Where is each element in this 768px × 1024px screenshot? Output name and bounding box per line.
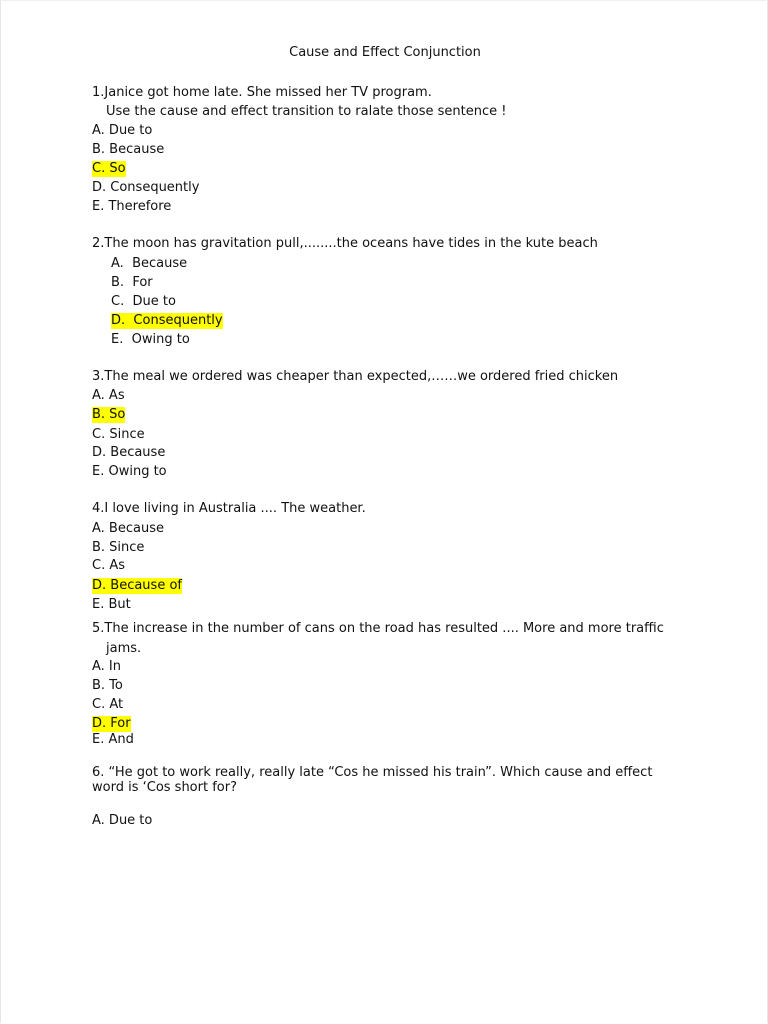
q1-option-e: E. Therefore [92, 199, 172, 214]
page-title: Cause and Effect Conjunction [289, 45, 481, 60]
question-text: I love living in Australia .... The weather. [104, 501, 366, 516]
q5-option-e: E. And [92, 732, 134, 747]
question-number: 1. [92, 85, 105, 100]
question-6: 6. “He got to work really, really late “Cos he missed his train”. Which cause and effect [92, 765, 653, 780]
question-number: 5. [92, 621, 105, 636]
question-text: The meal we ordered was cheaper than expected,……we ordered fried chicken [104, 369, 619, 384]
q5-option-a: A. In [92, 659, 122, 674]
q3-option-d: D. Because [92, 445, 166, 460]
q4-option-b: B. Since [92, 540, 145, 555]
question-text: The moon has gravitation pull,........the oceans have tides in the kute beach [104, 236, 598, 251]
question-number: 3. [92, 369, 105, 384]
question-3 [92, 369, 618, 385]
q4-option-d-answer: D. Because of [92, 578, 182, 593]
q3-option-a: A. As [92, 388, 125, 403]
question-5-continued: jams. [106, 641, 142, 656]
q1-option-c-answer: C. So [92, 161, 126, 176]
q2-option-d-answer: D. Consequently [111, 313, 223, 328]
q5-option-c: C. At [92, 697, 124, 712]
q6-option-a: A. Due to [92, 813, 153, 828]
question-text: Janice got home late. She missed her TV program. [104, 85, 432, 100]
question-6-continued: word is ‘Cos short for? [92, 780, 237, 795]
question-number: 4. [92, 501, 105, 516]
q2-option-c: C. Due to [111, 294, 176, 309]
q1-option-a: A. Due to [92, 123, 153, 138]
q1-option-d: D. Consequently [92, 180, 200, 195]
q4-option-e: E. But [92, 597, 131, 612]
question-4 [92, 501, 366, 517]
question-number: 2. [92, 236, 105, 251]
q3-option-c: C. Since [92, 427, 145, 442]
q4-option-c: C. As [92, 558, 126, 573]
question-2 [92, 236, 598, 252]
q4-option-a: A. Because [92, 521, 164, 536]
q2-option-e: E. Owing to [111, 332, 190, 347]
q3-option-e: E. Owing to [92, 464, 167, 479]
question-5 [92, 621, 664, 637]
question-1 [92, 85, 432, 101]
q5-option-d-answer: D. For [92, 716, 131, 731]
q2-option-a: A. Because [111, 256, 188, 271]
q1-option-b: B. Because [92, 142, 165, 157]
q5-option-b: B. To [92, 678, 123, 693]
question-1-instruction: Use the cause and effect transition to ralate those sentence ! [106, 104, 507, 119]
question-text: The increase in the number of cans on the road has resulted .... More and more traffic [104, 621, 664, 636]
q2-option-b: B. For [111, 275, 153, 290]
q3-option-b-answer: B. So [92, 407, 126, 422]
